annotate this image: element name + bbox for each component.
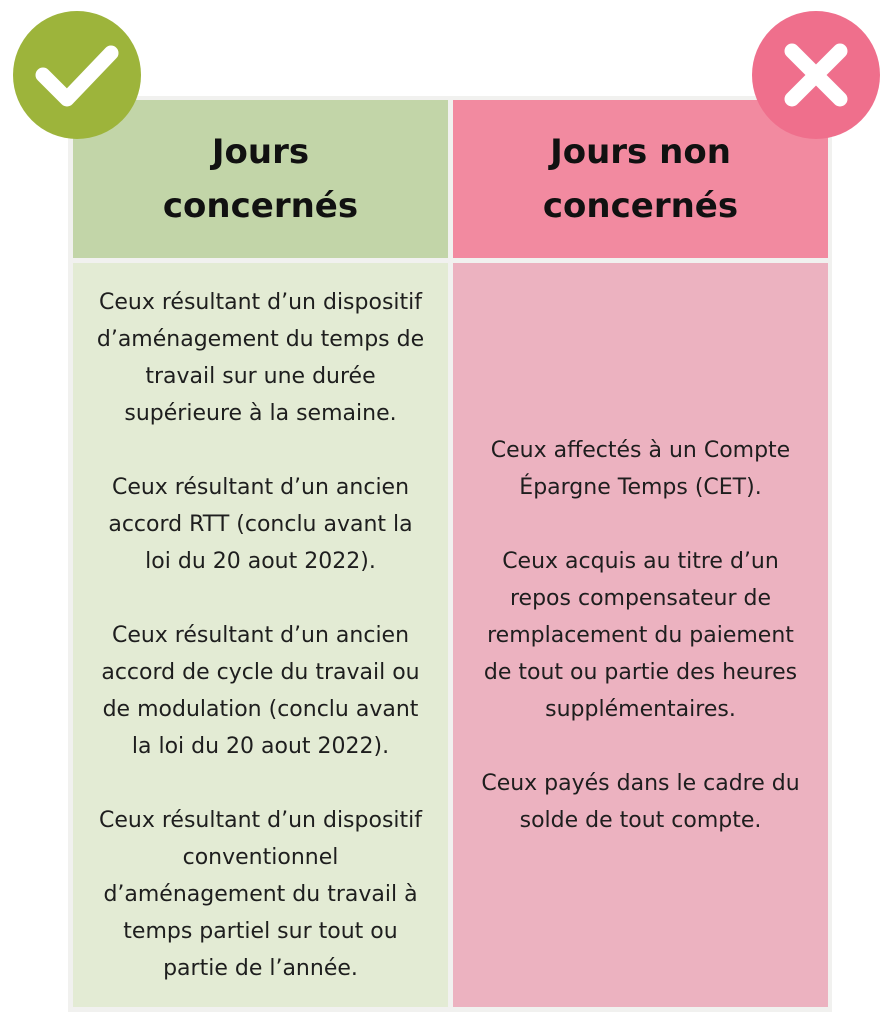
- header-not-concerned-line: Jours non: [550, 132, 731, 172]
- concerned-item: [97, 802, 424, 987]
- check-icon: [13, 11, 141, 139]
- text-line: de modulation (conclu avant: [102, 696, 419, 722]
- header-concerned-title: [143, 125, 378, 233]
- text-line: temps partiel sur tout ou: [123, 918, 398, 944]
- concerned-item: [97, 617, 424, 765]
- not-concerned-item: [481, 543, 799, 728]
- text-line: accord RTT (conclu avant la: [108, 511, 413, 537]
- text-line: remplacement du paiement: [487, 622, 794, 648]
- header-not-concerned-title: [523, 125, 758, 233]
- text-line: d’aménagement du temps de: [96, 326, 425, 352]
- not-concerned-column: [453, 263, 828, 1007]
- text-line: Ceux résultant d’un dispositif: [99, 289, 422, 315]
- text-line: partie de l’année.: [163, 955, 358, 981]
- concerned-list: [79, 284, 442, 987]
- text-line: supérieure à la semaine.: [124, 400, 397, 426]
- text-line: Ceux résultant d’un ancien: [111, 474, 410, 500]
- text-line: repos compensateur de: [510, 585, 771, 611]
- text-line: Ceux affectés à un Compte: [490, 437, 791, 463]
- header-concerned-line: Jours: [211, 132, 310, 172]
- text-line: accord de cycle du travail ou: [101, 659, 420, 685]
- not-concerned-item: [481, 432, 799, 506]
- concerned-item: [97, 284, 424, 432]
- text-line: conventionnel: [182, 844, 339, 870]
- cross-badge: [752, 11, 880, 139]
- text-line: Ceux résultant d’un ancien: [111, 622, 410, 648]
- not-concerned-list: [463, 432, 817, 839]
- cross-icon: [752, 11, 880, 139]
- concerned-item: [97, 469, 424, 580]
- check-badge: [13, 11, 141, 139]
- header-not-concerned-line: concernés: [542, 186, 739, 226]
- concerned-column: [73, 263, 448, 1007]
- text-line: la loi du 20 aout 2022).: [131, 733, 390, 759]
- text-line: d’aménagement du travail à: [103, 881, 418, 907]
- text-line: Ceux acquis au titre d’un: [502, 548, 779, 574]
- text-line: de tout ou partie des heures: [483, 659, 798, 685]
- header-concerned-line: concernés: [162, 186, 359, 226]
- text-line: travail sur une durée: [145, 363, 376, 389]
- text-line: supplémentaires.: [545, 696, 736, 722]
- text-line: solde de tout compte.: [519, 807, 762, 833]
- text-line: Ceux payés dans le cadre du: [481, 770, 800, 796]
- text-line: Épargne Temps (CET).: [519, 474, 762, 500]
- not-concerned-item: [481, 765, 799, 839]
- text-line: Ceux résultant d’un dispositif: [99, 807, 422, 833]
- text-line: loi du 20 aout 2022).: [145, 548, 376, 574]
